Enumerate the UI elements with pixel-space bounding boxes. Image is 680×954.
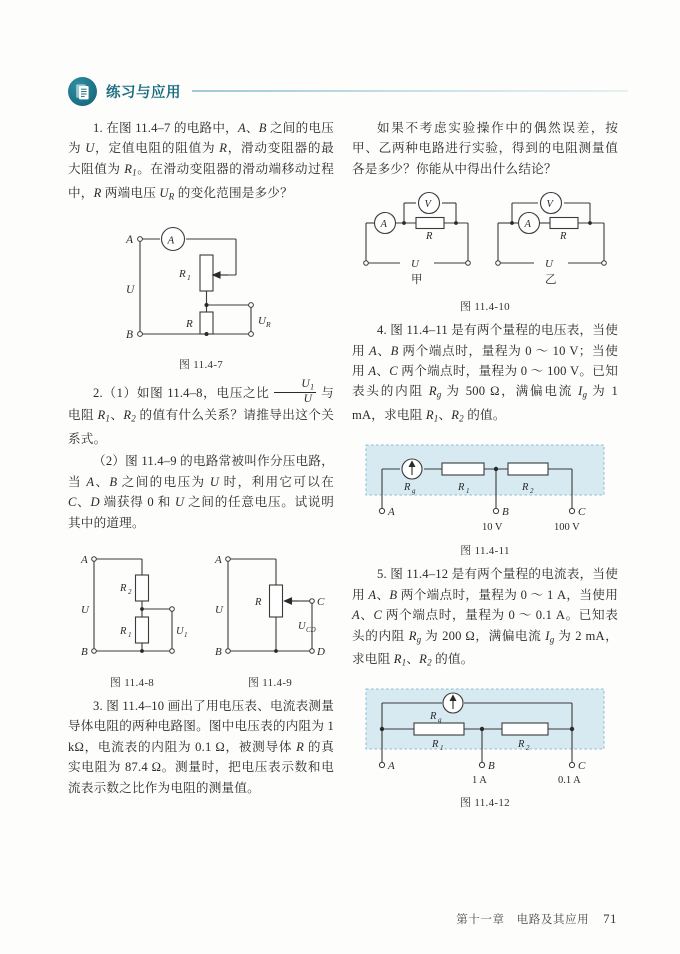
section-header (68, 76, 628, 106)
svg-text:10 V: 10 V (482, 522, 503, 534)
svg-text:A: A (81, 553, 88, 566)
svg-text:2: 2 (526, 744, 530, 753)
svg-text:A: A (380, 219, 387, 231)
svg-text:R: R (179, 267, 186, 280)
svg-text:C: C (578, 506, 586, 519)
question-2-2-text: （2）图 11.4–9 的电路常被叫作分压电路，当 A、B 之间的电压为 U 时，利用它可以在 C、D 端获得 0 和 U 之间的任意电压。试说明其中的道理。 (68, 454, 334, 530)
figure-caption: 图 11.4-8 (109, 676, 155, 689)
svg-text:1 A: 1 A (472, 775, 487, 787)
svg-text:0.1 A: 0.1 A (558, 775, 581, 787)
section-title: 练习与应用 (106, 84, 181, 101)
svg-text:R: R (266, 319, 271, 329)
svg-text:g: g (412, 487, 416, 496)
figure-caption: 图 11.4-7 (178, 358, 224, 371)
svg-text:R: R (458, 482, 465, 494)
svg-text:CD: CD (306, 625, 316, 634)
page-footer (0, 911, 680, 927)
figure-11-4-9 (206, 543, 334, 690)
svg-text:R: R (430, 711, 437, 723)
svg-text:1: 1 (187, 272, 191, 282)
svg-text:U: U (81, 603, 89, 616)
page-number: 71 (603, 912, 617, 926)
figure-11-4-12 (352, 683, 618, 810)
svg-text:R: R (120, 625, 127, 637)
svg-text:g: g (438, 716, 442, 725)
svg-text:R: R (518, 739, 525, 751)
right-column (352, 118, 618, 816)
figure-pair-8-9 (68, 543, 334, 690)
svg-text:V: V (424, 199, 431, 211)
question-3-continuation-text: 如果不考虑实验操作中的偶然误差，按甲、乙两种电路进行实验，得到的电阻测量值各是多少？你能从中得出什么结论？ (352, 121, 618, 176)
document-pages-icon (68, 77, 97, 106)
svg-text:U: U (176, 625, 184, 637)
figure-caption: 图 11.4-11 (460, 545, 510, 558)
svg-text:A: A (524, 219, 531, 231)
svg-text:D: D (317, 645, 325, 658)
svg-text:R: R (186, 317, 193, 330)
svg-text:B: B (81, 645, 88, 658)
svg-text:B: B (215, 645, 222, 658)
svg-text:R: R (404, 482, 411, 494)
question-2-1-text: 2.（1）如图 11.4–8，电压之比 $\frac{U_1}{U}$ 与电阻 $R_1$、$R_2$ 的值有什么关系？请推导出这个关系式。 (68, 376, 334, 446)
svg-text:R: R (432, 739, 439, 751)
svg-text:1: 1 (128, 630, 132, 639)
svg-text:1: 1 (184, 630, 188, 639)
figure-11-4-7 (68, 217, 334, 372)
svg-text:A: A (215, 553, 222, 566)
question-4-text: 4. 图 11.4–11 是有两个量程的电压表，当使用 A、B 两个端点时，量程为 0 ～ 10 V；当使用 A、C 两个端点时，量程为 0 ～ 100 V。已知表头的内阻 $R_g$ 为 500 Ω，满偏电流 $I_g$ 为 1 mA，求电阻 $R_1$、$R_2$ 的值。 (352, 323, 618, 424)
figure-caption: 图 11.4-9 (247, 676, 293, 689)
svg-text:V: V (546, 199, 553, 211)
question-1-text: 1. 在图 11.4–7 的电路中，A、B 之间的电压为 U，定值电阻的阻值为 R，滑动变阻器的最大阻值为 $R_1$。在滑动变阻器的滑动端移动过程中，R 两端电压 $U_R$ 的变化范围是多少？ (68, 121, 335, 202)
svg-text:R: R (120, 582, 127, 594)
figure-caption: 图 11.4-10 (460, 301, 510, 314)
svg-text:B: B (488, 760, 495, 773)
figure-caption: 图 11.4-12 (460, 797, 510, 810)
svg-text:R: R (426, 231, 433, 243)
svg-text:A: A (126, 233, 134, 246)
svg-text:U: U (258, 314, 266, 327)
figure-11-4-8 (68, 543, 196, 690)
svg-text:R: R (255, 596, 262, 608)
svg-text:B: B (126, 328, 134, 341)
svg-text:U: U (411, 258, 419, 271)
svg-text:甲: 甲 (411, 274, 423, 287)
svg-text:U: U (298, 620, 306, 632)
header-divider (192, 90, 628, 92)
svg-text:B: B (502, 506, 509, 519)
svg-text:C: C (578, 760, 586, 773)
question-3-text: 3. 图 11.4–10 画出了用电压表、电流表测量导体电阻的两种电路图。图中电压表的内阻为 1 kΩ，电流表的内阻为 0.1 Ω，被测导体 R 的真实电阻为 87.4 Ω。测量时，把电压表示数和电流表示数之比作为电阻的测量值。 (68, 698, 335, 795)
svg-text:U: U (126, 283, 135, 296)
svg-text:A: A (388, 760, 395, 773)
figure-11-4-11 (352, 439, 618, 558)
svg-text:C: C (317, 595, 325, 608)
question-5-text: 5. 图 11.4–12 是有两个量程的电流表，当使用 A、B 两个端点时，量程为 0 ～ 1 A，当使用 A、C 两个端点时，量程为 0 ～ 0.1 A。已知表头的内阻 $R_g$ 为 200 Ω，满偏电流 $I_g$ 为 2 mA，求电阻 $R_1$、$R_2$ 的值。 (352, 567, 618, 668)
svg-text:A: A (167, 234, 175, 247)
svg-text:2: 2 (128, 587, 132, 596)
figure-11-4-10 (352, 189, 618, 314)
svg-text:100 V: 100 V (554, 522, 580, 534)
svg-text:U: U (545, 258, 553, 271)
svg-text:R: R (560, 231, 567, 243)
svg-text:U: U (215, 603, 223, 616)
svg-text:A: A (388, 506, 395, 519)
svg-text:1: 1 (466, 487, 470, 496)
left-column (68, 118, 334, 800)
footer-chapter: 第十一章 电路及其应用 (456, 914, 590, 926)
svg-text:乙: 乙 (545, 274, 557, 287)
svg-text:R: R (522, 482, 529, 494)
svg-text:2: 2 (530, 487, 534, 496)
svg-text:1: 1 (440, 744, 444, 753)
